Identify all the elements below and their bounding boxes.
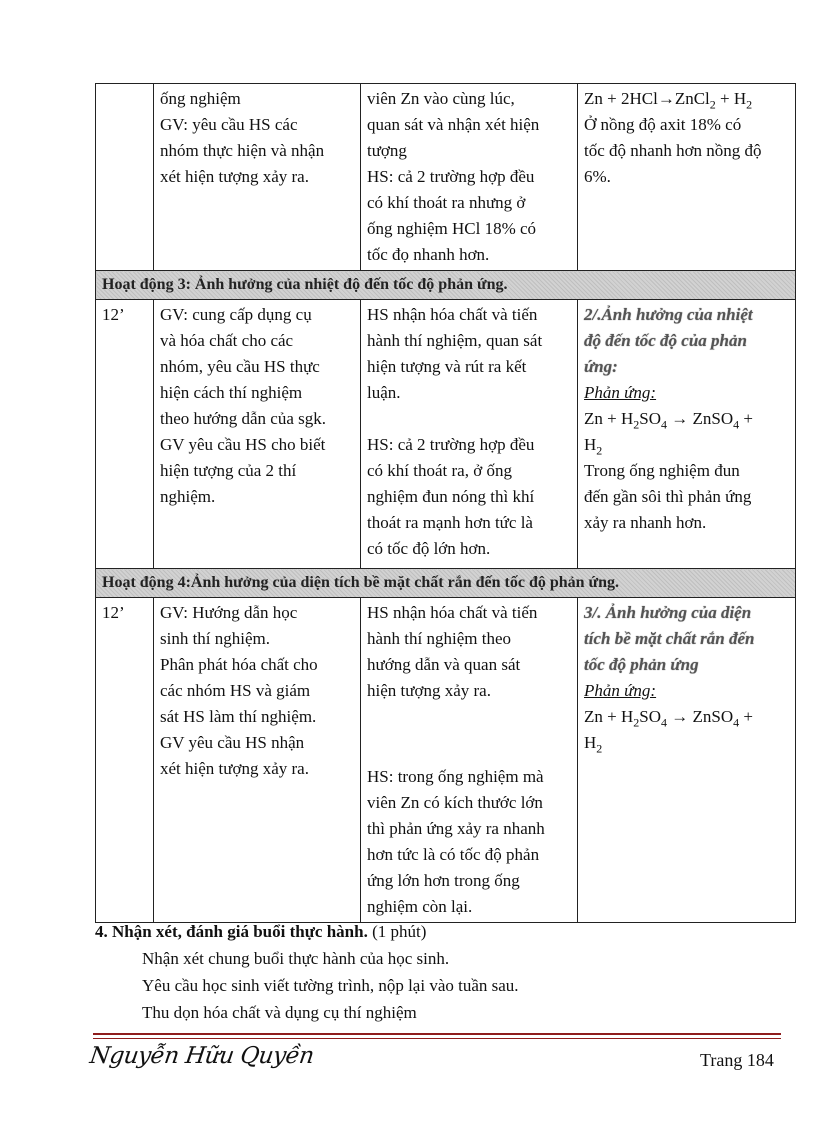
content-cell: Zn + 2HCl→ZnCl$_2$ + $H_2$ Ở nồng độ axit 18% có tốc độ nhanh hơn nồng độ 6%. xyxy=(578,84,796,271)
time-cell xyxy=(96,84,154,271)
list-item: Nhận xét chung buổi thực hành của học sinh. xyxy=(142,949,450,968)
table-row xyxy=(96,598,796,923)
time-cell: 12’ xyxy=(96,300,154,569)
student-activity-cell: HS nhận hóa chất và tiến hành thí nghiệm theo hướng dẫn và quan sát hiện tượng xảy ra. HS: trong ống nghiệm mà viên Zn có kích thước lớn thì phản ứng xảy ra nhanh hơn tức là có tốc độ phản ứng lớn hơn trong ống nghiệm còn lại. xyxy=(361,598,578,923)
lesson-table xyxy=(95,83,796,923)
section-header-activity-3: Hoạt động 3: Ảnh hưởng của nhiệt độ đến tốc độ phản ứng. xyxy=(96,271,796,300)
reaction-equation: $Zn + H_2SO_4$ → ZnSO$_4$ + xyxy=(584,409,753,432)
student-activity-cell: viên Zn vào cùng lúc, quan sát và nhận xét hiện tượng HS: cả 2 trường hợp đều có khí thoát ra nhưng ở ống nghiệm HCl 18% có tốc đọ nhanh hơn. xyxy=(361,84,578,271)
teacher-activity-cell: GV: cung cấp dụng cụ và hóa chất cho các nhóm, yêu cầu HS thực hiện cách thí nghiệm theo hướng dẫn của sgk. GV yêu cầu HS cho biết hiện tượng của 2 thí nghiệm. xyxy=(154,300,361,569)
student-activity-cell: HS nhận hóa chất và tiến hành thí nghiệm, quan sát hiện tượng và rút ra kết luận. HS: cả 2 trường hợp đều có khí thoát ra, ở ống nghiệm đun nóng thì khí thoát ra mạnh hơn tức là có tốc độ lớn hơn. xyxy=(361,300,578,569)
table-row xyxy=(96,300,796,569)
teacher-activity-cell: ống nghiệm GV: yêu cầu HS các nhóm thực hiện và nhận xét hiện tượng xảy ra. xyxy=(154,84,361,271)
footer-rule-thin xyxy=(93,1038,781,1039)
content-heading: 2/.Ảnh hưởng của nhiệt xyxy=(584,305,753,324)
list-item: Yêu cầu học sinh viết tường trình, nộp lại vào tuần sau. xyxy=(142,976,519,995)
list-item: Thu dọn hóa chất và dụng cụ thí nghiệm xyxy=(142,1003,417,1022)
evaluation-section xyxy=(95,918,519,1026)
author-signature: Nguyễn Hữu Quyền xyxy=(88,1043,316,1069)
teacher-activity-cell: GV: Hướng dẫn học sinh thí nghiệm. Phân phát hóa chất cho các nhóm HS và giám sát HS làm thí nghiệm. GV yêu cầu HS nhận xét hiện tượng xảy ra. xyxy=(154,598,361,923)
reaction-equation: $Zn + H_2SO_4$ → ZnSO$_4$ + xyxy=(584,707,753,730)
content-cell: 2/.Ảnh hưởng của nhiệt độ đến tốc độ của phản ứng: Phản ứng: $Zn + H_2SO_4$ → ZnSO$_4$ + $H_2$ Trong ống nghiệm đun đến gần sôi thì phản ứng xảy ra nhanh hơn. xyxy=(578,300,796,569)
section-header-activity-4: Hoạt động 4:Ảnh hưởng của diện tích bề mặt chất rắn đến tốc độ phản ứng. xyxy=(96,569,796,598)
content-heading: 3/. Ảnh hưởng của diện xyxy=(584,603,752,622)
footer-rule xyxy=(93,1033,781,1035)
table-row xyxy=(96,84,796,271)
content-cell: 3/. Ảnh hưởng của diện tích bề mặt chất rắn đến tốc độ phản ứng Phản ứng: $Zn + H_2SO_4$ → ZnSO$_4$ + $H_2$ xyxy=(578,598,796,923)
time-cell: 12’ xyxy=(96,598,154,923)
reaction-label: Phản ứng: xyxy=(584,681,657,700)
section-title: 4. Nhận xét, đánh giá buổi thực hành. (1 phút) xyxy=(95,922,427,941)
reaction-label: Phản ứng: xyxy=(584,383,657,402)
page-number: Trang 184 xyxy=(700,1050,774,1070)
reaction-equation: Zn + 2HCl→ZnCl$_2$ + $H_2$ xyxy=(584,89,753,112)
